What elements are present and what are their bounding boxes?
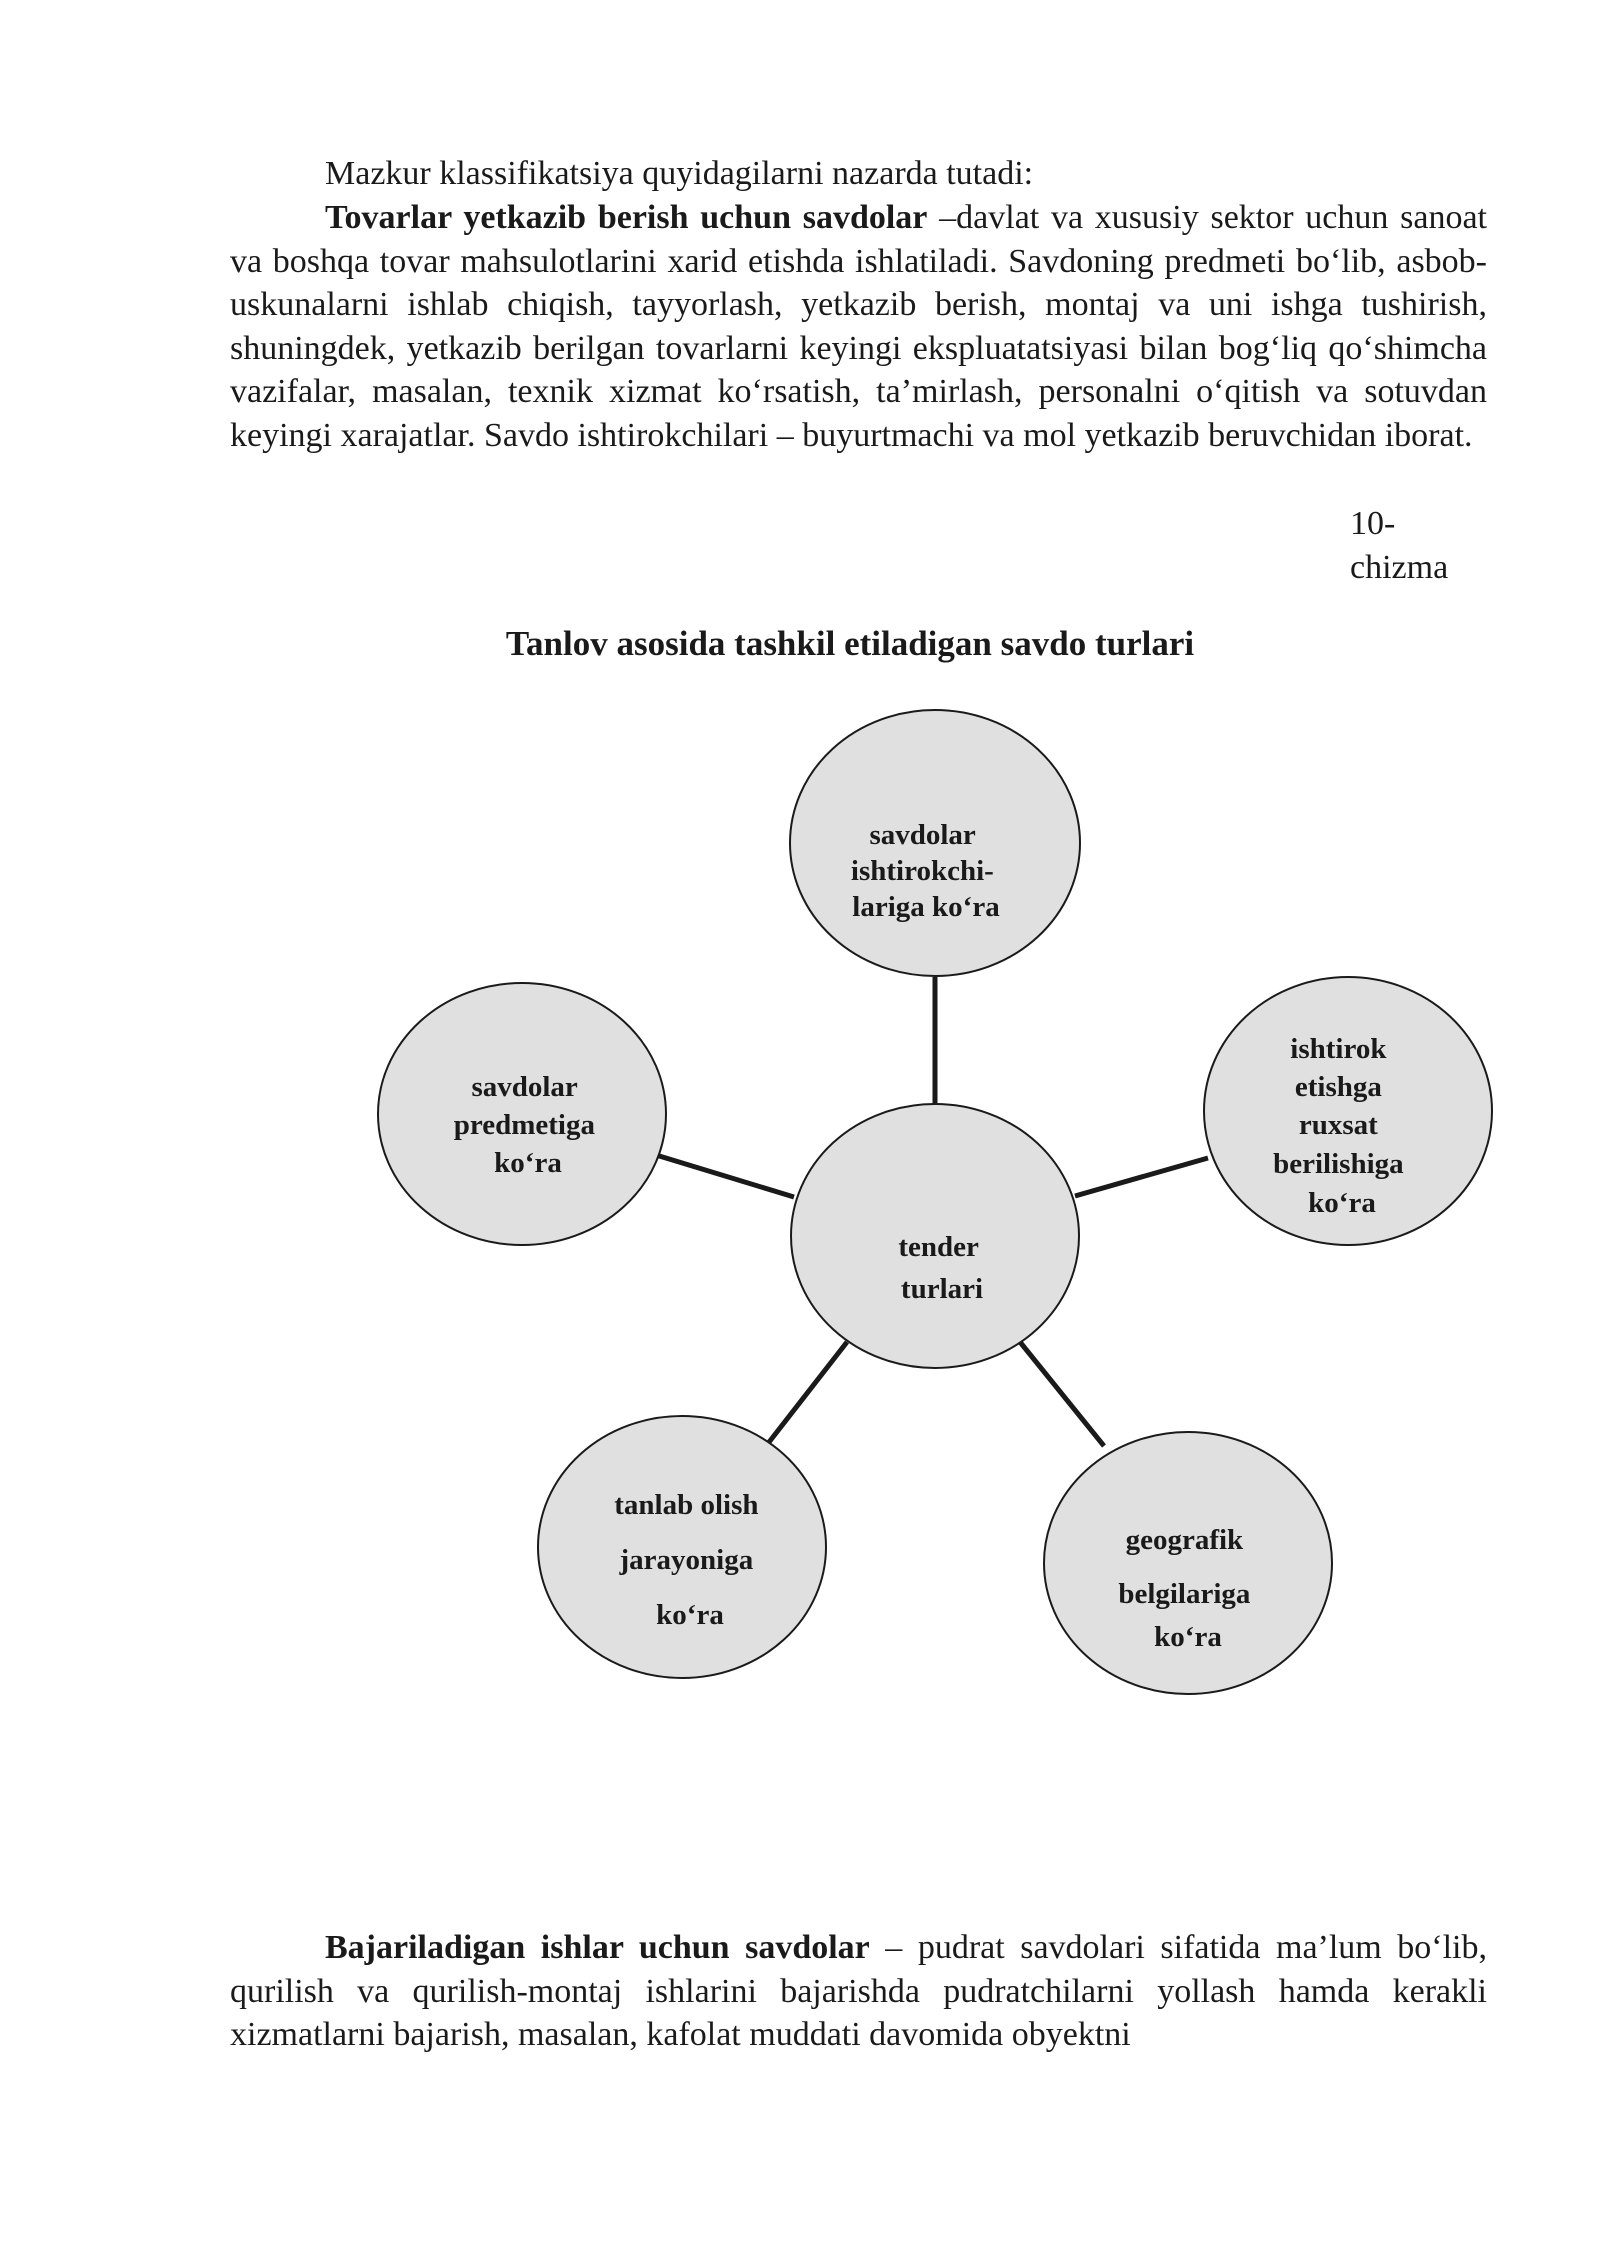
figure-number-line2: chizma — [1350, 549, 1449, 586]
connector-left — [656, 1155, 794, 1197]
paragraph-works — [230, 1926, 1487, 2057]
top-node-line2: ishtirokchi- — [850, 855, 994, 887]
node-bottom-right — [1044, 1432, 1332, 1694]
top-node-line1: savdolar — [869, 819, 976, 851]
left-node-line3: ko‘ra — [494, 1147, 562, 1179]
bottom-right-node-line2: belgilariga — [1118, 1578, 1251, 1610]
node-right — [1204, 977, 1492, 1245]
bottom-right-node-line1: geografik — [1125, 1524, 1244, 1556]
left-node-line2: predmetiga — [453, 1109, 595, 1141]
left-node-line1: savdolar — [471, 1071, 578, 1103]
term-works: Bajariladigan ishlar uchun savdolar — [325, 1929, 870, 1966]
term-goods: Tovarlar yetkazib berish uchun savdolar — [325, 199, 928, 236]
bottom-right-node-line3: ko‘ra — [1154, 1621, 1222, 1653]
intro-line: Mazkur klassifikatsiya quyidagilarni nazarda tutadi: — [325, 155, 1034, 192]
figure-title: Tanlov asosida tashkil etiladigan savdo turlari — [505, 624, 1195, 663]
top-node-label — [851, 819, 1001, 923]
node-center — [791, 1104, 1079, 1368]
right-node-line1: ishtirok — [1290, 1033, 1387, 1065]
right-node-line5: ko‘ra — [1308, 1187, 1376, 1219]
node-bottom-left — [538, 1416, 826, 1678]
center-label-line1: tender — [898, 1231, 979, 1263]
paragraph-goods-text: –davlat va xususiy sektor uchun sanoat va boshqa tovar mahsulotlarini xarid etishda ishlatiladi. Savdoning predmeti bo‘lib, asbob-uskunalarni ishlab chiqish, tayyorlash, yetkazib berish, montaj va uni ishga tushirish, shuningdek, yetkazib berilgan tovarlarni keyingi ekspluatatsiyasi bilan bog‘liq qo‘shimcha vazifalar, masalan, texnik xizmat ko‘rsatish, ta’mirlash, personalni o‘qitish va sotuvdan keyingi xarajatlar. Savdo ishtirokchilari – buyurtmachi va mol yetkazib beruvchidan iborat. — [230, 199, 1487, 454]
top-node-line3: lariga ko‘ra — [852, 891, 1000, 923]
bottom-left-node-line1: tanlab olish — [614, 1489, 759, 1521]
connector-bottom-right — [1020, 1342, 1104, 1446]
bottom-left-node-line2: jarayoniga — [619, 1544, 754, 1576]
node-top — [790, 710, 1080, 976]
connector-bottom-left — [766, 1342, 847, 1446]
right-node-line2: etishga — [1294, 1071, 1382, 1103]
paragraph-works-text: – pudrat savdolari sifatida ma’lum bo‘lib, qurilish va qurilish-montaj ishlarini bajarishda pudratchilarni yollash hamda kerakli xizmatlarni bajarish, masalan, kafolat muddati davomida obyektni — [230, 1929, 1487, 2053]
connector-right — [1075, 1158, 1208, 1196]
figure-number-line1: 10- — [1350, 505, 1396, 542]
right-node-line4: berilishiga — [1273, 1148, 1404, 1180]
node-left — [378, 983, 666, 1245]
bottom-left-node-line3: ko‘ra — [656, 1599, 724, 1631]
right-node-line3: ruxsat — [1298, 1109, 1378, 1141]
center-label-line2: turlari — [900, 1273, 984, 1305]
